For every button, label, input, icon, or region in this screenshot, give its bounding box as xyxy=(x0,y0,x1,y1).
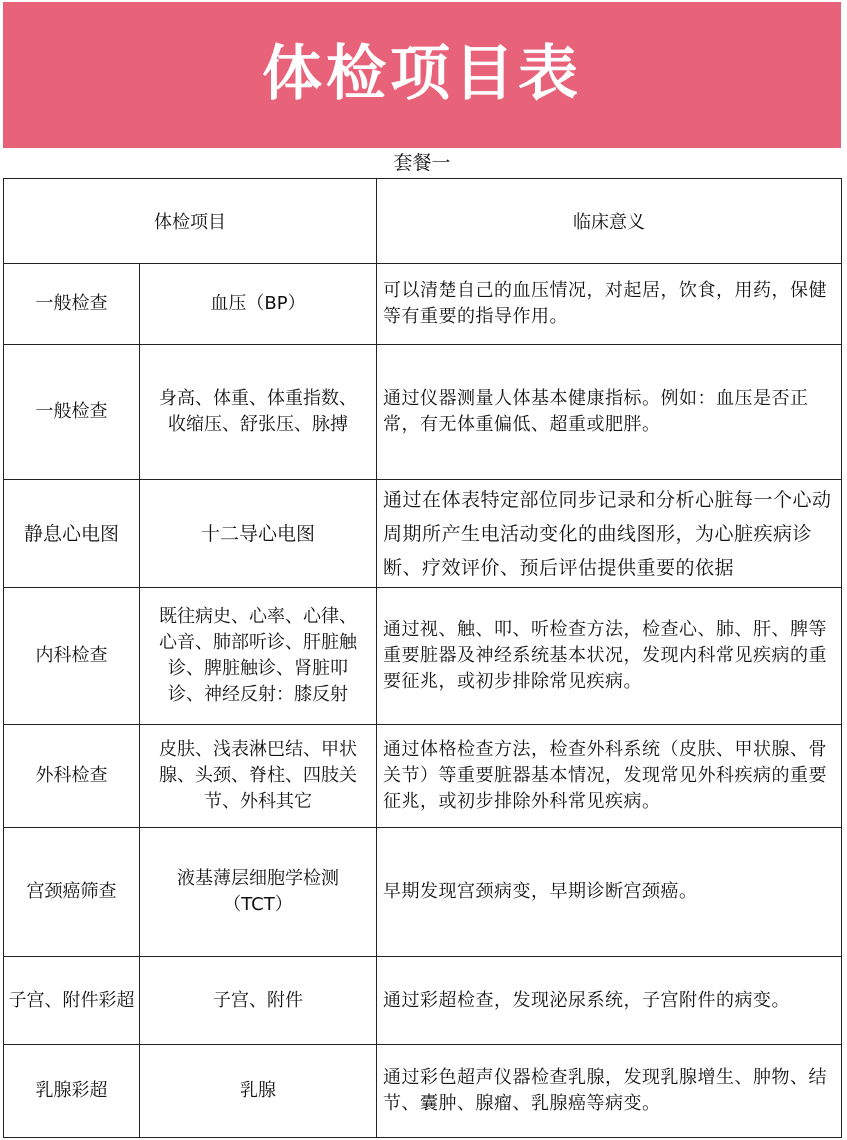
row-item: 液基薄层细胞学检测（TCT） xyxy=(140,828,377,957)
row-meaning: 通过彩色超声仪器检查乳腺，发现乳腺增生、肿物、结节、囊肿、腺瘤、乳腺癌等病变。 xyxy=(377,1045,842,1138)
row-category: 宫颈癌筛查 xyxy=(4,828,140,957)
table-row xyxy=(4,1045,842,1138)
row-meaning: 通过视、触、叩、听检查方法，检查心、肺、肝、脾等重要脏器及神经系统基本状况，发现内科常见疾病的重要征兆，或初步排除常见疾病。 xyxy=(377,588,842,725)
header-exam-item: 体检项目 xyxy=(4,179,377,264)
row-meaning: 通过在体表特定部位同步记录和分析心脏每一个心动周期所产生电活动变化的曲线图形，为心脏疾病诊断、疗效评价、预后评估提供重要的依据 xyxy=(377,480,842,588)
table-row xyxy=(4,345,842,480)
row-category: 乳腺彩超 xyxy=(4,1045,140,1138)
header-clinical-meaning: 临床意义 xyxy=(377,179,842,264)
row-item: 皮肤、浅表淋巴结、甲状腺、头颈、脊柱、四肢关节、外科其它 xyxy=(140,725,377,828)
row-meaning: 通过彩超检查，发现泌尿系统，子宫附件的病变。 xyxy=(377,957,842,1045)
row-item: 乳腺 xyxy=(140,1045,377,1138)
row-category: 外科检查 xyxy=(4,725,140,828)
exam-table xyxy=(3,178,842,1138)
table-row xyxy=(4,588,842,725)
row-category: 子宫、附件彩超 xyxy=(4,957,140,1045)
row-category: 静息心电图 xyxy=(4,480,140,588)
table-row xyxy=(4,264,842,345)
row-item: 血压（BP） xyxy=(140,264,377,345)
table-row xyxy=(4,957,842,1045)
package-name: 套餐一 xyxy=(393,152,451,174)
row-category: 内科检查 xyxy=(4,588,140,725)
title-banner xyxy=(3,2,841,148)
row-item: 子宫、附件 xyxy=(140,957,377,1045)
row-meaning: 通过仪器测量人体基本健康指标。例如：血压是否正常，有无体重偏低、超重或肥胖。 xyxy=(377,345,842,480)
row-item: 身高、体重、体重指数、收缩压、舒张压、脉搏 xyxy=(140,345,377,480)
row-item: 十二导心电图 xyxy=(140,480,377,588)
row-meaning: 早期发现宫颈病变，早期诊断宫颈癌。 xyxy=(377,828,842,957)
row-item: 既往病史、心率、心律、心音、肺部听诊、肝脏触诊、脾脏触诊、肾脏叩诊、神经反射：膝反射 xyxy=(140,588,377,725)
row-category: 一般检查 xyxy=(4,264,140,345)
table-row xyxy=(4,828,842,957)
page-title: 体检项目表 xyxy=(262,39,582,109)
row-meaning: 通过体格检查方法，检查外科系统（皮肤、甲状腺、骨关节）等重要脏器基本情况，发现常见外科疾病的重要征兆，或初步排除外科常见疾病。 xyxy=(377,725,842,828)
table-row xyxy=(4,725,842,828)
table-header-row xyxy=(4,179,842,264)
table-row xyxy=(4,480,842,588)
row-category: 一般检查 xyxy=(4,345,140,480)
row-meaning: 可以清楚自己的血压情况，对起居，饮食，用药，保健等有重要的指导作用。 xyxy=(377,264,842,345)
